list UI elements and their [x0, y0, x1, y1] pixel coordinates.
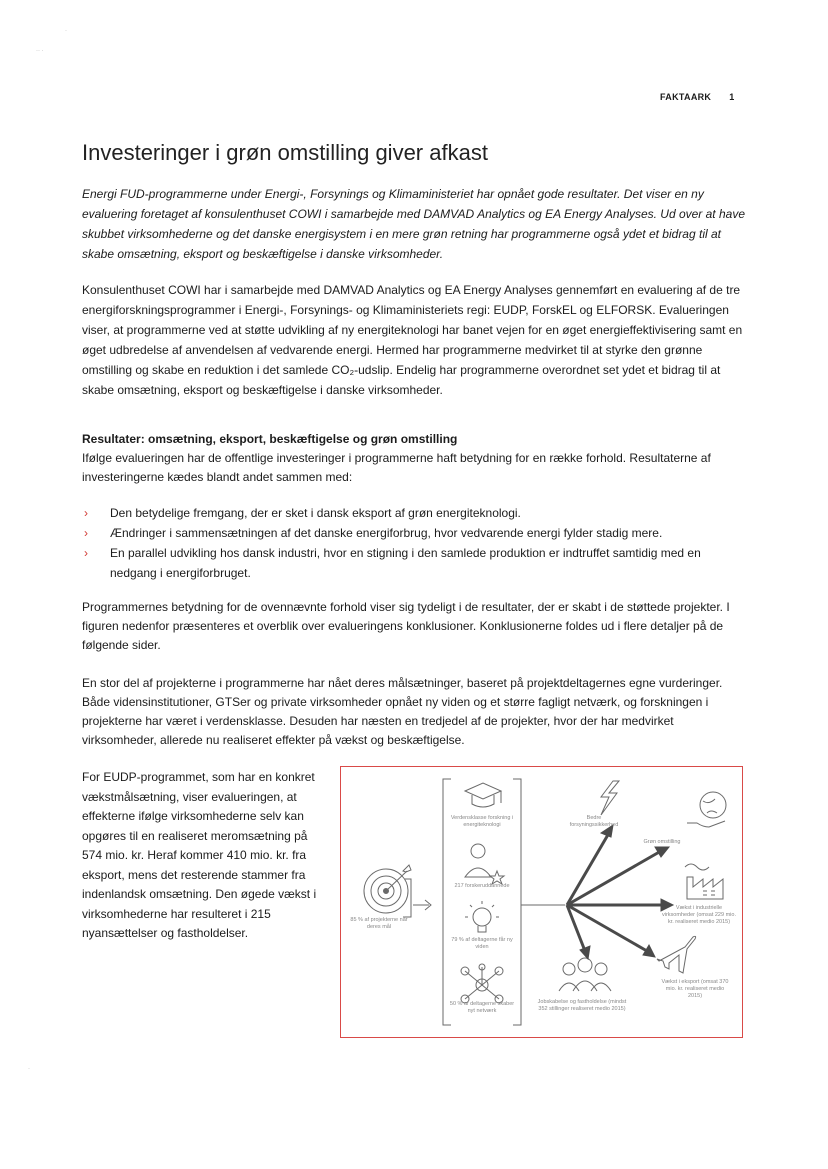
label-industry: Vækst i industrielle virksomheder (omsat 229 mio. kr. realiseret medio 2015) [662, 905, 736, 925]
bullet-marker: › [84, 546, 88, 560]
lightning-icon [601, 781, 619, 815]
bullet-marker: › [84, 506, 88, 520]
bullet-text: Ændringer i sammensætningen af det danske energiforbrug, hvor vedvarende energi fylder stadig mere. [110, 526, 663, 540]
label-green: Grøn omstilling [643, 839, 681, 845]
arrow-right-icon [413, 900, 431, 910]
scan-mark: ·· · [36, 48, 44, 54]
label-supply: Bedre forsyningssikkerhed [569, 815, 619, 828]
label-network: 50 % af deltagerne skaber nyt netværk [449, 1001, 515, 1014]
list-item [82, 543, 750, 583]
page-header [660, 92, 735, 102]
label-target: 85 % af projekterne når deres mål [350, 917, 408, 930]
lead-paragraph: Energi FUD-programmerne under Energi-, Forsynings og Klimaministeriet har opnået gode resultater. Det viser en ny evaluering foretaget af konsulenthuset COWI i samarbejde med DAMVAD Analytics og EA Energy Analyses. Ud over at have skubbet virksomhederne og det danske energisystem i en mere grøn retning har programmerne også ydet et bidrag til at skabe omsætning, eksport og beskæftigelse i danske virksomheder. [82, 187, 745, 261]
bullet-text: Den betydelige fremgang, der er sket i dansk eksport af grøn energiteknologi. [110, 506, 521, 520]
scan-mark: · [65, 28, 67, 34]
section-heading: Resultater: omsætning, eksport, beskæftigelse og grøn omstilling [82, 432, 458, 446]
label-researchers: 217 forskeruddannede [454, 883, 510, 889]
list-item [82, 503, 750, 523]
bullet-marker: › [84, 526, 88, 540]
label-idea: 79 % af deltagerne får ny viden [451, 937, 513, 950]
page-title: Investeringer i grøn omstilling giver afkast [82, 140, 488, 165]
airplane-icon [657, 936, 696, 973]
list-item [82, 523, 750, 543]
people-group-icon [559, 958, 611, 991]
label-jobs: Jobskabelse og fastholdelse (mindst 352 stillinger realiseret medio 2015) [537, 999, 627, 1012]
page-number: 1 [729, 92, 735, 102]
label-research: Verdensklasse forskning i energiteknologi [450, 815, 514, 828]
results-figure [340, 766, 743, 1038]
researcher-icon [465, 844, 504, 884]
body-paragraph-1: Konsulenthuset COWI har i samarbejde med DAMVAD Analytics og EA Energy Analyses gennemført en evaluering af de tre energiforskningsprogrammer i Energi-, Forsynings- og Klimaministeriets regi: EUDP, ForskEL og ELFORSK. Evalueringen viser, at programmerne ved at støtte udvikling af ny energiteknologi har banet vejen for en øget energieffektivisering samt en øget udbredelse af anvendelsen af vedvarende energi. Hermed har programmerne medvirket til at styrke den grønne omstilling og skabe en reduktion i det samlede CO₂-udslip. Endelig har programmerne overordnet set ydet et bidrag til at skabe omsætning, eksport og beskæftigelse i danske virksomheder. [82, 283, 743, 397]
label-export: Vækst i eksport (omsat 370 mio. kr. realiseret medio 2015) [661, 979, 729, 999]
bullet-text: En parallel udvikling hos dansk industri, hvor en stigning i den samlede produktion er indtruffet samtidig med en nedgang i energiforbruget. [110, 546, 701, 580]
body-paragraph-5: For EUDP-programmet, som har en konkret vækstmålsætning, viser evalueringen, at effekterne ifølge virksomhederne selv kan opgøres til en realiseret meromsætning på 574 mio. kr. Heraf kommer 410 mio. kr. fra eksport, mens det resterende stammer fra indenlandsk omsætning. Den øgede vækst i virksomhederne har resulteret i 215 nyansættelser og fastholdelser. [82, 770, 317, 940]
lightbulb-icon [465, 901, 499, 932]
network-icon [461, 964, 503, 1003]
factory-icon [685, 864, 723, 899]
bullet-list [82, 503, 750, 583]
globe-hand-icon [687, 792, 726, 827]
body-paragraph-3: Programmernes betydning for de ovennævnte forhold viser sig tydeligt i de resultater, der er skabt i de støttede projekter. I figuren nedenfor præsenteres et overblik over evalueringens konklusioner. Konklusionerne foldes ud i flere detaljer på de følgende sider. [82, 600, 730, 652]
scan-mark: · [28, 1066, 30, 1072]
target-icon [364, 865, 411, 913]
body-paragraph-4: En stor del af projekterne i programmerne har nået deres målsætninger, baseret på projektdeltagernes egne vurderinger. Både vidensinstitutioner, GTSer og private virksomheder opnået ny viden og et større fagligt netværk, og forskningen i projekterne har været i verdensklasse. Desuden har næsten en tredjedel af de projekter, hvor der har medvirket virksomheder, allerede nu realiseret effekter på vækst og beskæftigelse. [82, 676, 723, 747]
graduation-cap-icon [465, 783, 501, 807]
body-paragraph-2: Ifølge evalueringen har de offentlige investeringer i programmerne haft betydning for en række forhold. Resultaterne af investeringerne kædes blandt andet sammen med: [82, 451, 711, 484]
header-label: FAKTAARK [660, 92, 712, 102]
